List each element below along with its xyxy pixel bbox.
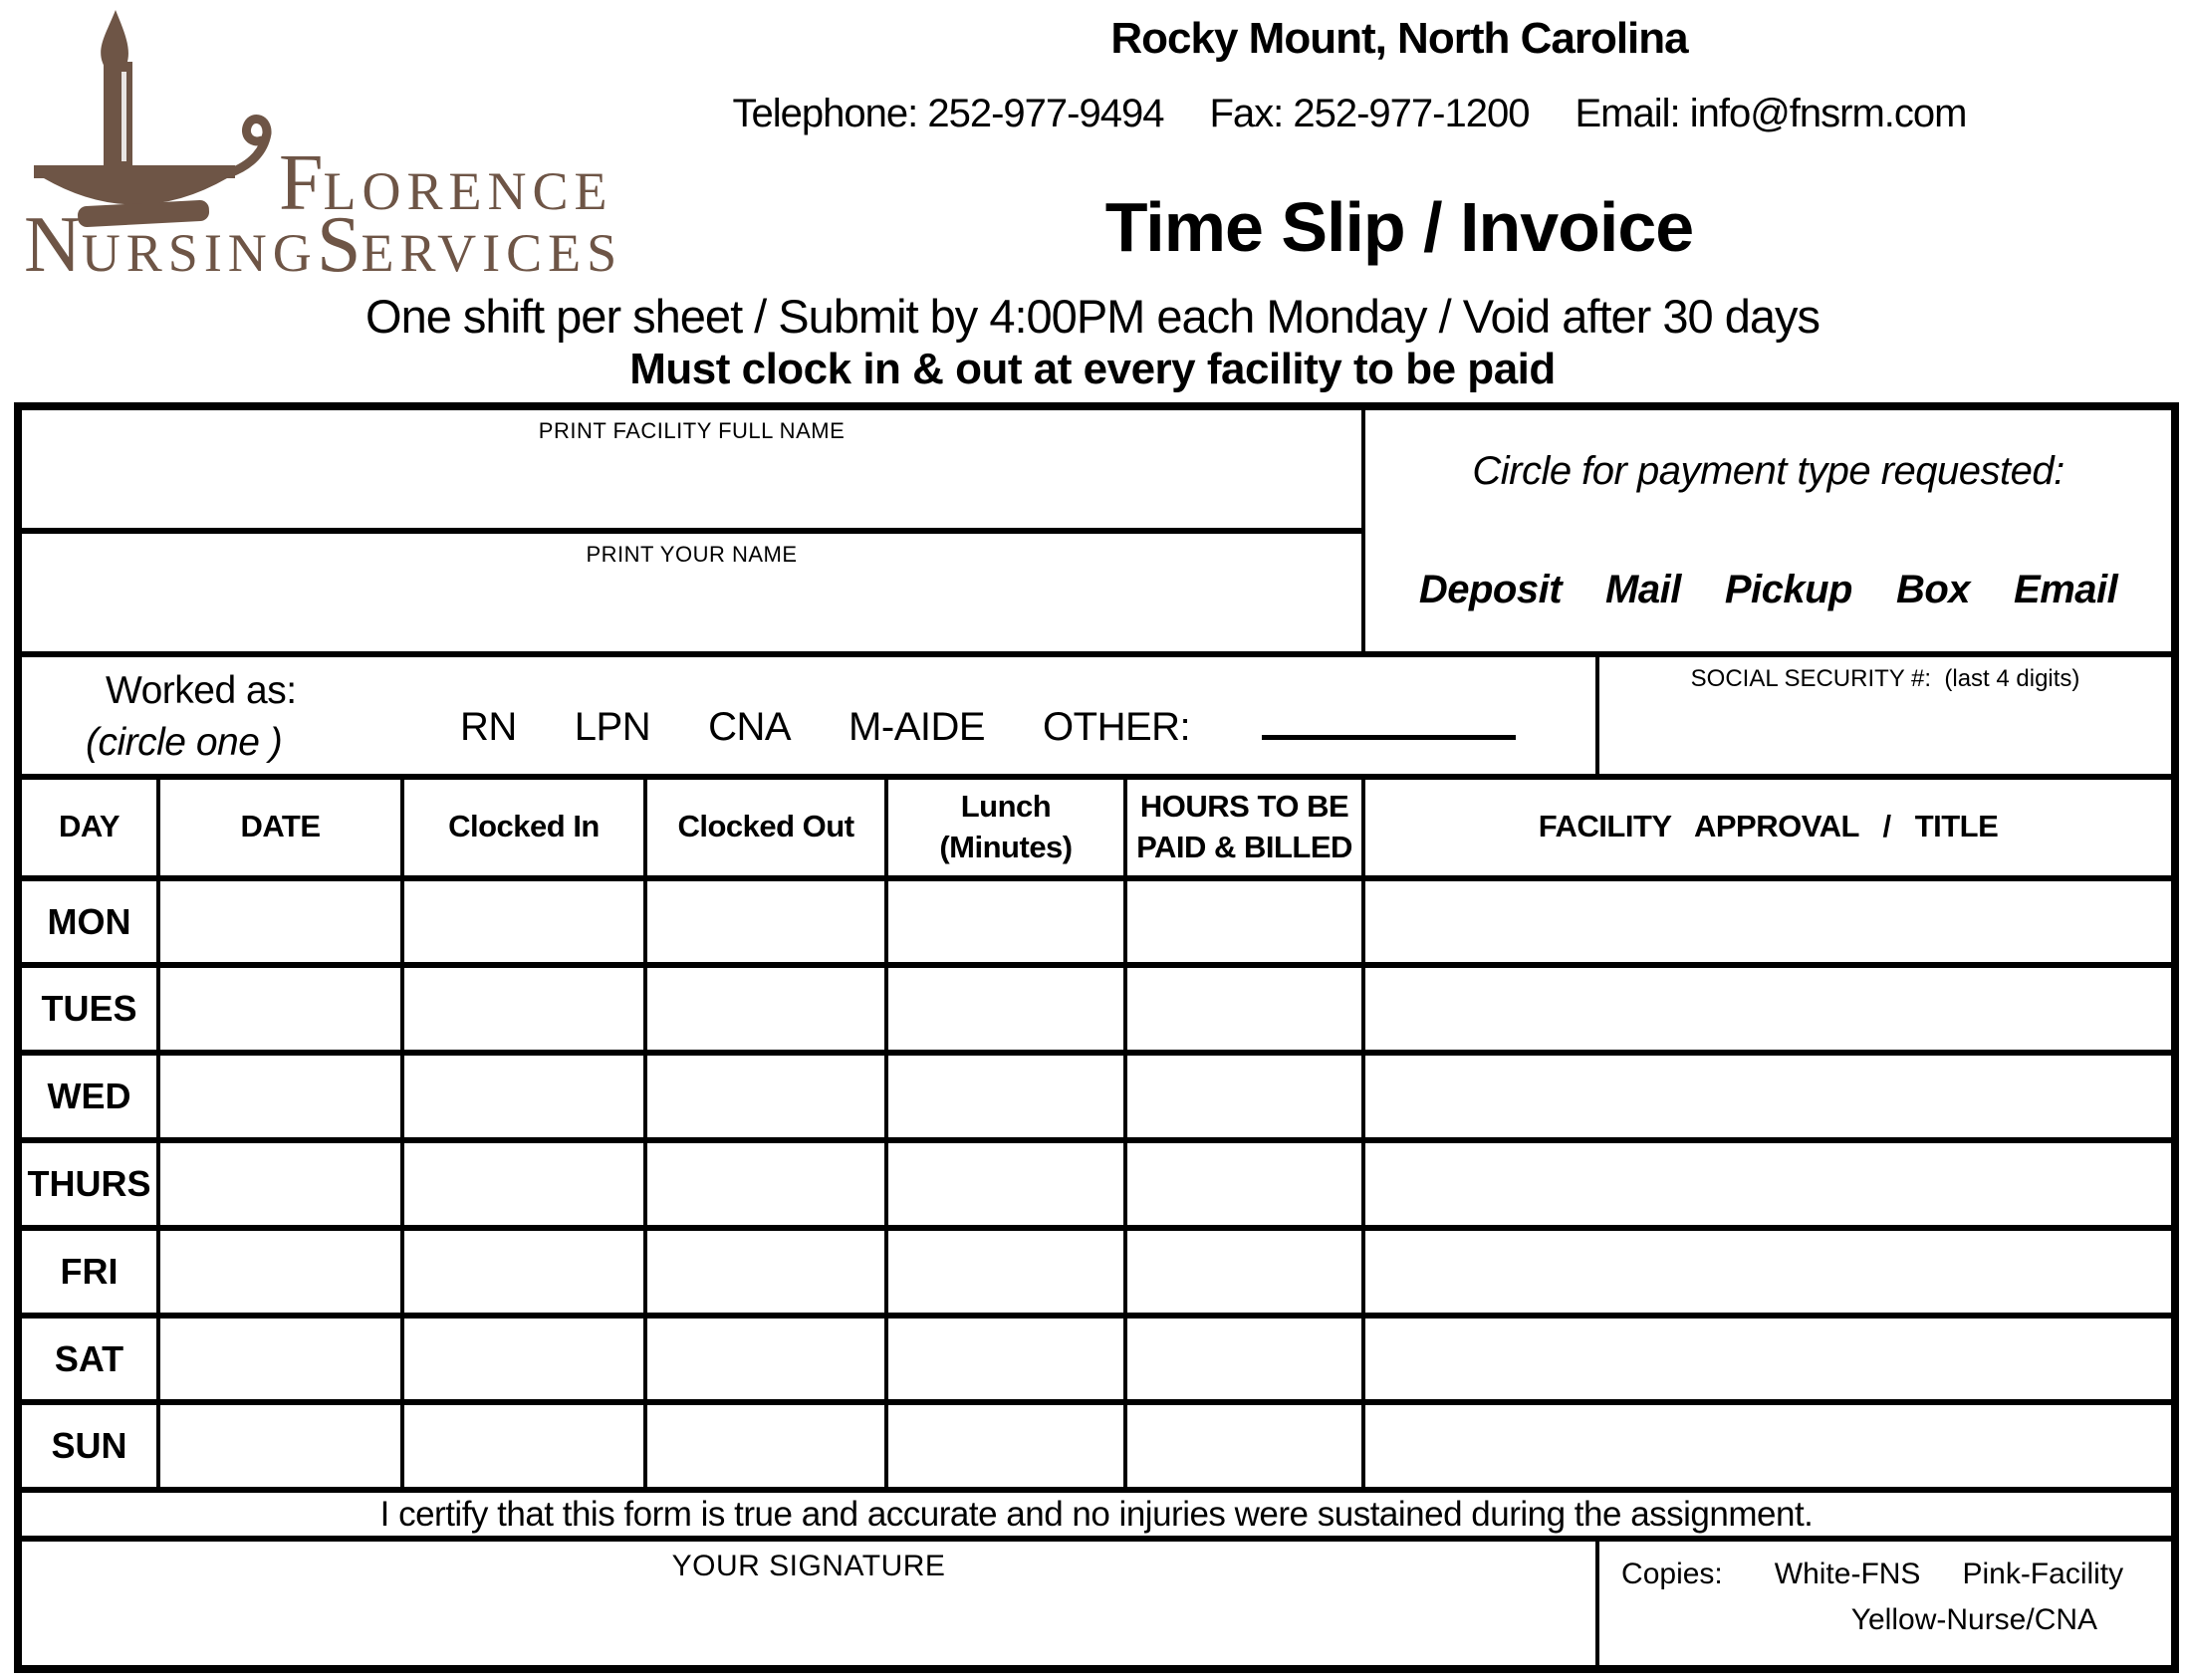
entry-cell[interactable]	[886, 1316, 1125, 1403]
entry-cell[interactable]	[1125, 1316, 1363, 1403]
entry-cell[interactable]	[645, 1140, 886, 1228]
submission-rules: One shift per sheet / Submit by 4:00PM each Monday / Void after 30 days	[365, 290, 1820, 343]
day-label-sat: SAT	[18, 1316, 158, 1403]
payment-options	[1419, 568, 2117, 612]
day-label-mon: MON	[18, 878, 158, 966]
payment-prompt: Circle for payment type requested:	[1472, 449, 2064, 494]
entry-cell[interactable]	[1363, 878, 2175, 966]
worked-as-label: Worked as:	[106, 669, 297, 713]
entry-cell[interactable]	[402, 878, 645, 966]
entry-cell[interactable]	[1363, 1402, 2175, 1490]
logo-text-services: S ERVICES	[317, 201, 623, 289]
entry-cell[interactable]	[1125, 1402, 1363, 1490]
entry-cell[interactable]	[158, 1402, 402, 1490]
entry-cell[interactable]	[1363, 1140, 2175, 1228]
entry-cell[interactable]	[1125, 1140, 1363, 1228]
entry-cell[interactable]	[158, 1140, 402, 1228]
entry-cell[interactable]	[645, 1228, 886, 1316]
entry-cell[interactable]	[1363, 1316, 2175, 1403]
clock-in-notice: Must clock in & out at every facility to be paid	[629, 345, 1556, 393]
entry-cell[interactable]	[402, 1316, 645, 1403]
day-label-thurs: THURS	[18, 1140, 158, 1228]
day-label-wed: WED	[18, 1053, 158, 1140]
facility-name-label: PRINT FACILITY FULL NAME	[538, 418, 846, 443]
col-header-hours: HOURS TO BE PAID & BILLED	[1125, 777, 1363, 878]
copy-yellow: Yellow-Nurse/CNA	[1850, 1603, 2098, 1637]
signature-label: YOUR SIGNATURE	[671, 1550, 946, 1583]
fax-text: Fax: 252-977-1200	[1209, 92, 1530, 135]
col-header-approval: FACILITY APPROVAL / TITLE	[1363, 777, 2175, 878]
email-text: Email: info@fnsrm.com	[1575, 92, 1967, 135]
role-option-maide[interactable]: M-AIDE	[849, 705, 986, 750]
entry-cell[interactable]	[886, 1053, 1125, 1140]
entry-cell[interactable]	[158, 1053, 402, 1140]
copy-white: White-FNS	[1774, 1558, 1921, 1591]
entry-cell[interactable]	[886, 878, 1125, 966]
time-slip-form	[14, 402, 2179, 1673]
entry-cell[interactable]	[1125, 965, 1363, 1053]
logo-text-nursing: N URSING	[24, 201, 318, 289]
role-other-label: OTHER:	[1043, 705, 1191, 750]
ssn-label: SOCIAL SECURITY #: (last 4 digits)	[1690, 665, 2080, 693]
logo-text-florence: F LORENCE	[279, 139, 613, 227]
role-options	[460, 691, 1516, 750]
circle-one-hint: (circle one )	[86, 721, 283, 765]
col-header-clocked-in: Clocked In	[402, 777, 645, 878]
col-header-date: DATE	[158, 777, 402, 878]
entry-cell[interactable]	[158, 965, 402, 1053]
entry-cell[interactable]	[402, 1140, 645, 1228]
entry-cell[interactable]	[158, 1316, 402, 1403]
col-header-clocked-out: Clocked Out	[645, 777, 886, 878]
payment-option-pickup[interactable]: Pickup	[1724, 568, 1852, 612]
entry-cell[interactable]	[402, 1053, 645, 1140]
col-header-lunch: Lunch (Minutes)	[886, 777, 1125, 878]
col-header-day: DAY	[18, 777, 158, 878]
contact-line	[513, 92, 2185, 136]
ssn-field[interactable]	[1597, 654, 2175, 777]
payment-type-cell	[1363, 406, 2175, 654]
your-name-label: PRINT YOUR NAME	[586, 541, 798, 567]
facility-name-field[interactable]	[18, 406, 1363, 531]
payment-option-email[interactable]: Email	[2014, 568, 2118, 612]
entry-cell[interactable]	[886, 1228, 1125, 1316]
entry-cell[interactable]	[1125, 878, 1363, 966]
entry-cell[interactable]	[886, 965, 1125, 1053]
copies-cell	[1597, 1539, 2175, 1669]
payment-option-mail[interactable]: Mail	[1605, 568, 1681, 612]
entry-cell[interactable]	[886, 1402, 1125, 1490]
entry-cell[interactable]	[1363, 1053, 2175, 1140]
entry-cell[interactable]	[402, 1402, 645, 1490]
entry-cell[interactable]	[645, 1053, 886, 1140]
company-logo	[18, 6, 623, 300]
copies-label: Copies:	[1621, 1558, 1723, 1591]
entry-cell[interactable]	[645, 1316, 886, 1403]
entry-cell[interactable]	[402, 1228, 645, 1316]
entry-cell[interactable]	[645, 878, 886, 966]
entry-cell[interactable]	[402, 965, 645, 1053]
your-name-field[interactable]	[18, 531, 1363, 655]
role-option-rn[interactable]: RN	[460, 705, 517, 750]
role-option-cna[interactable]: CNA	[708, 705, 792, 750]
payment-option-deposit[interactable]: Deposit	[1418, 568, 1563, 612]
entry-cell[interactable]	[158, 878, 402, 966]
day-label-tues: TUES	[18, 965, 158, 1053]
worked-as-cell	[18, 654, 1597, 777]
day-label-fri: FRI	[18, 1228, 158, 1316]
payment-option-box[interactable]: Box	[1895, 568, 1971, 612]
page-title: Time Slip / Invoice	[1104, 188, 1694, 266]
telephone-text: Telephone: 252-977-9494	[732, 92, 1164, 135]
signature-field[interactable]	[18, 1539, 1597, 1669]
entry-cell[interactable]	[645, 965, 886, 1053]
day-label-sun: SUN	[18, 1402, 158, 1490]
copy-pink: Pink-Facility	[1962, 1558, 2124, 1591]
entry-cell[interactable]	[1125, 1053, 1363, 1140]
role-other-input-line[interactable]	[1262, 691, 1516, 740]
entry-cell[interactable]	[645, 1402, 886, 1490]
role-option-lpn[interactable]: LPN	[574, 705, 651, 750]
entry-cell[interactable]	[158, 1228, 402, 1316]
entry-cell[interactable]	[1363, 965, 2175, 1053]
entry-cell[interactable]	[1125, 1228, 1363, 1316]
location-line: Rocky Mount, North Carolina	[1110, 14, 1688, 63]
entry-cell[interactable]	[886, 1140, 1125, 1228]
certification-statement: I certify that this form is true and accurate and no injuries were sustained during the assignment.	[18, 1490, 2175, 1539]
entry-cell[interactable]	[1363, 1228, 2175, 1316]
